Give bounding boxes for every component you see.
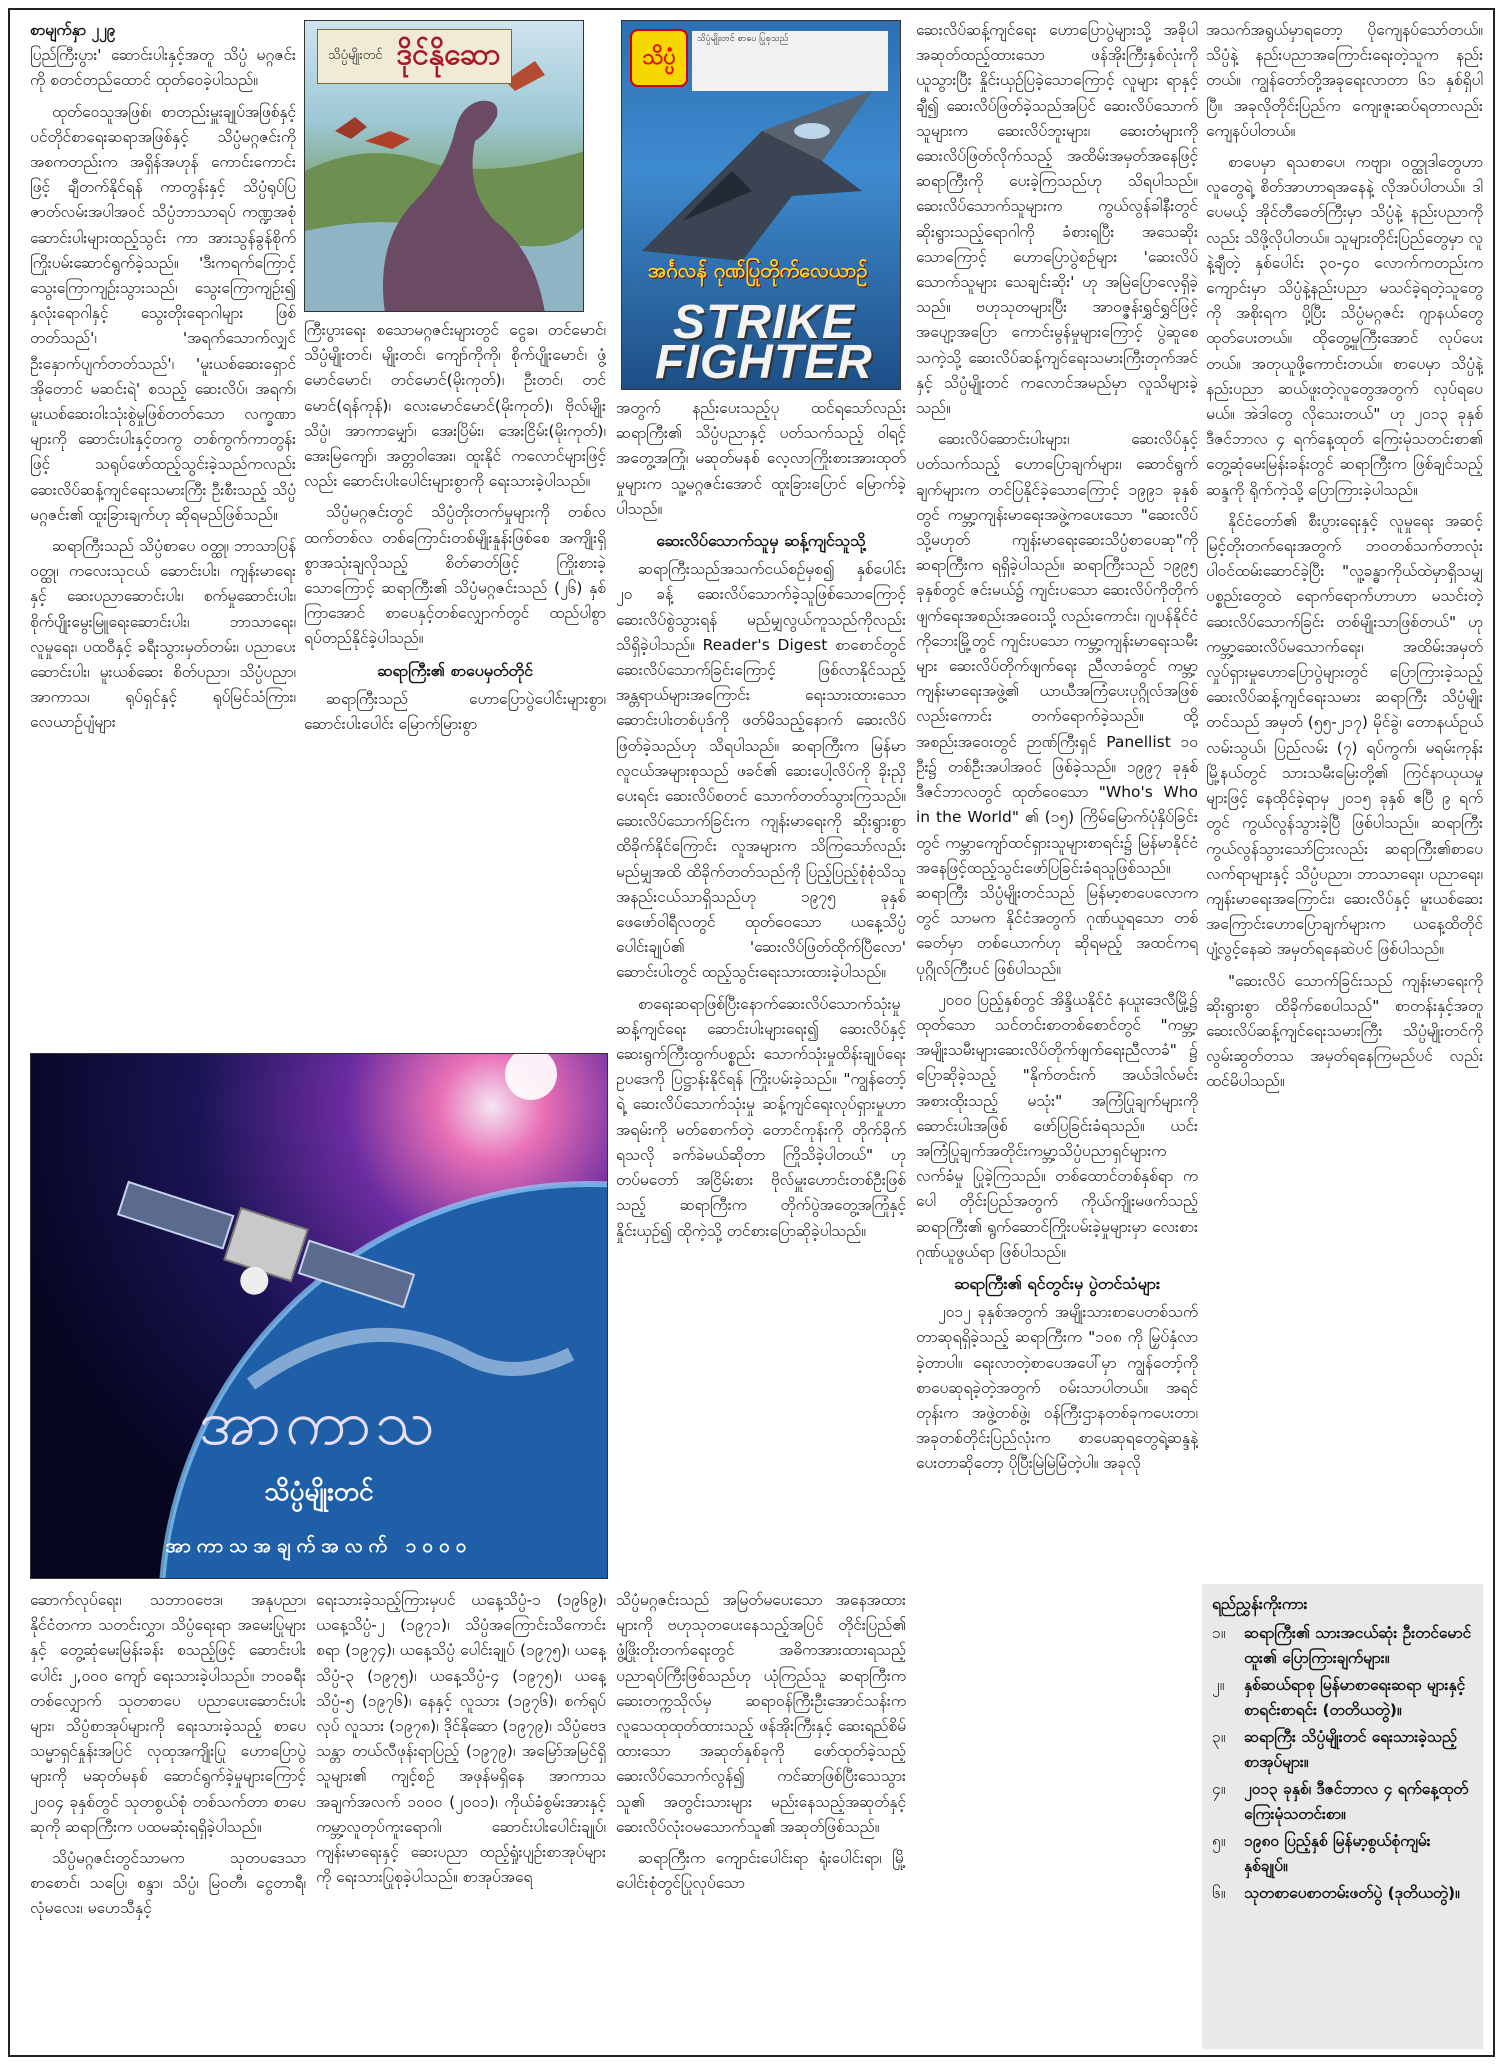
page-number: စာမျက်နှာ ၂၂၉ xyxy=(30,21,116,39)
references-title: ရည်ညွှန်းကိုးကား xyxy=(1212,1595,1308,1613)
reference-number: ၃။ xyxy=(1212,1728,1226,1746)
cover-subtitle: အင်္ဂလန် ဂုဏ်ပြုတိုက်လေယာဉ် xyxy=(648,258,868,282)
reference-text: နှစ်ဆယ်ရာစု မြန်မာစာရေးဆရာ များနှင့် စာရင်းစာရင်း (တတိယတွဲ)။ xyxy=(1244,1676,1466,1719)
paragraph: ကြီးပွားရေး စသောမဂ္ဂဇင်းများတွင် ငွေခ၊ တင်မောင်၊ သိပ္ပံမျိုးတင်၊ မျိုးတင်၊ ကျော်ကိုကို၊ စိုက်ပျိုးမောင်၊ ဖွံ့မောင်မောင်၊ တင်မောင်(မိုးကုတ်)၊ ဦးတင်၊ တင်မောင်(ရန်ကုန်)၊ လေးမောင်မောင်(မိုးကုတ်)၊ ဗိုလ်မျိုးသိပ္ပံ၊ အာကာမျှော်၊ အေးပြိမ်း၊ အေးငြိမ်း(မိုးကုတ်)၊ အေးမြကျော်၊ အတ္တဝါအေး၊ ထူးနိုင် ကလောင်များဖြင့်လည်း ဆောင်းပါးပေါင်းများစွာကို ရေးသားခဲ့ပါသည်။ xyxy=(304,321,606,491)
paragraph: သိပ္ပံမဂ္ဂဇင်းတွင်သာမက သုတပဒေသာစာစောင်၊ သပြေ၊ စန္ဒာ၊ သိပ္ပံ၊ မြဝတီ၊ ငွေတာရီ၊ လုံမလေး၊ မဟေသီနှင့် xyxy=(30,1849,306,1918)
references-box xyxy=(1202,1584,1483,2049)
paragraph: စာရေးဆရာဖြစ်ပြီးနောက်ဆေးလိပ်သောက်သုံးမှုဆန့်ကျင်ရေး ဆောင်းပါးများရေး၍ ဆေးလိပ်နှင့် ဆေးရွက်ကြီးထွက်ပစ္စည်း သောက်သုံးမှုထိန်းချုပ်ရေးဥပဒေကို ပြဋ္ဌာန်းနိုင်ရန် ကြိုးပမ်းခဲ့သည်။ "ကျွန်တော့်ရဲ့ ဆေးလိပ်သောက်သုံးမှု ဆန့်ကျင်ရေးလုပ်ရှားမှုဟာ အရမ်းကို မတ်စောက်တဲ့ တောင်ကုန်းကို တိုက်ခိုက်ရသလို ခက်ခဲမယ်ဆိုတာ ကြိုသိခဲ့ပါတယ်" ဟု တပ်မတော် အငြိမ်းစား ဗိုလ်မှူးဟောင်းတစ်ဦးဖြစ်သည့် ဆရာကြီးက တိုက်ပွဲအတွေ့အကြုံနှင့် နှိုင်းယှဉ်၍ ထိုကဲ့သို့ တင်စားပြောဆိုခဲ့ပါသည်။ xyxy=(616,994,906,1240)
column-1-top xyxy=(30,18,296,1048)
reference-item xyxy=(1212,1673,1473,1723)
reference-item xyxy=(1212,1621,1473,1671)
reference-text: ၂၀၁၃ ခုနှစ်၊ ဒီဇင်ဘာလ ၄ ရက်နေ့ထုတ် ကြေးမုံသတင်းစာ။ xyxy=(1244,1780,1469,1823)
reference-text: ၁၉၈၀ ပြည့်နှစ် မြန်မာ့စွယ်စုံကျမ်းနှစ်ချုပ်။ xyxy=(1244,1832,1431,1875)
column-4 xyxy=(916,18,1198,2048)
paragraph: ဆရာကြီးသည်အသက်ငယ်စဉ်မှစ၍ နှစ်ပေါင်း ၂၀ ခန့် ဆေးလိပ်သောက်ခဲ့သူဖြစ်သောကြောင့် ဆေးလိပ်စွဲသွားရန် မည်မျှလွယ်ကူသည်ကိုလည်း သိရှိခဲ့ပါသည်။ Reader's Digest စာစောင်တွင် ဆေးလိပ်သောက်ခြင်းကြောင့် ဖြစ်လာနိုင်သည့် အန္တရာယ်များအကြောင်း ရေးသားထားသော ဆောင်းပါးတစ်ပုဒ်ကို ဖတ်မိသည့်နောက် ဆေးလိပ်ဖြတ်ခဲ့သည်ဟု သိရပါသည်။ ဆရာကြီးက မြန်မာလူငယ်အများစုသည် ဖခင်၏ ဆေးပေါ့လိပ်ကို ခိုးညှိပေးရင်း ဆေးလိပ်စတင် သောက်တတ်သွားကြသည်။ ဆေးလိပ်သောက်ခြင်းက ကျန်းမာရေးကို ဆိုးရွားစွာ ထိခိုက်နိုင်ကြောင်း လူအများက သိကြသော်လည်း မည်မျှအထိ ထိခိုက်တတ်သည်ကို ပြည့်ပြည့်စုံစုံသိသူ အနည်းငယ်သာရှိသည်ဟု ၁၉၇၅ ခုနှစ် ဖေဖော်ဝါရီလတွင် ထုတ်ဝေသော ယနေ့သိပ္ပံပေါင်းချုပ်၏ 'ဆေးလိပ်ဖြတ်ထိုက်ပြီလော' ဆောင်းပါးတွင် ထည့်သွင်းရေးသားထားခဲ့ပါသည်။ xyxy=(616,560,906,982)
cover-series: အာကာသအချက်အလက် ၁၀၀၀ xyxy=(165,1535,473,1557)
reference-number: ၄။ xyxy=(1212,1780,1226,1798)
reference-text: သုတစာပေစာတမ်းဖတ်ပွဲ (ဒုတိယတွဲ)။ xyxy=(1244,1884,1460,1902)
cover-title-line-1: STRIKE xyxy=(672,296,855,349)
reference-number: ၆။ xyxy=(1212,1884,1226,1902)
paragraph: နိုင်ငံတော်၏ စီးပွားရေးနှင့် လူမှုရေး အဆင့်မြင့်တိုးတက်ရေးအတွက် ဘဝတစ်သက်တာလုံး ပါဝင်ထမ်းဆောင်ခဲ့ပြီး "လူ့ခန္ဓာကိုယ်ထဲမှာရှိသမျှ ပစ္စည်းတွေထဲ ရောက်ရောက်ဟာဟာ မသင်းတဲ့ဆေးလိပ်သောက်ခြင်း တစ်မျိုးသာဖြစ်တယ်" ဟု ကမ္ဘာ့ဆေးလိပ်မသောက်ရေး၊ အထိမ်းအမှတ်လှုပ်ရှားမှုဟောပြောပွဲများတွင် ပြောကြားခဲ့သည့် ဆေးလိပ်ဆန့်ကျင်ရေးသမား ဆရာကြီး သိပ္ပံမျိုးတင်သည် အမှတ် (၅၅-၂၁၇) မိုင်ခွဲ၊ တောနယ်ဥယ်လမ်းသွယ်၊ ပြည်လမ်း (၇) ရပ်ကွက်၊ မရမ်းကုန်းမြို့နယ်တွင် သားသမီးမြေးတို့၏ ကြင်နာယုယမှုများဖြင့် နေထိုင်ခဲ့ရာမှ ၂၀၁၅ ခုနှစ် ဧပြီ ၉ ရက်တွင် ကွယ်လွန်သွားခဲ့ပြီ ဖြစ်ပါသည်။ ဆရာကြီးကွယ်လွန်သွားသော်ငြားလည်း ဆရာကြီး၏စာပေလက်ရာများနှင့် သိပ္ပံပညာ၊ ဘာသာရေး၊ ပညာရေး၊ ကျန်းမာရေးအကြောင်း၊ ဆေးလိပ်နှင့် မူးယစ်ဆေးအကြောင်းဟောပြောချက်များက ယနေ့ထိတိုင် ပျံ့လွင့်နေဆဲ အမှတ်ရနေဆဲပင် ဖြစ်ပါသည်။ xyxy=(1206,511,1483,959)
book-cover-strike-fighter xyxy=(621,20,901,390)
cover-credits: သိပ္ပံမျိုးတင် စာပေ ပြုစုသည် xyxy=(692,31,888,91)
section-heading: ဆရာကြီး၏ စာပေမှတ်တိုင် xyxy=(376,660,534,680)
reference-text: ဆရာကြီး သိပ္ပံမျိုးတင် ရေးသားခဲ့သည့် စာအုပ်များ။ xyxy=(1244,1728,1457,1771)
paragraph: "ဆေးလိပ် သောက်ခြင်းသည် ကျန်းမာရေးကို ဆိုးရွားစွာ ထိခိုက်စေပါသည်" စာတန်းနှင့်အတူ ဆေးလိပ်ဆန့်ကျင်ရေးသမားကြီး သိပ္ပံမျိုးတင်ကို လွမ်းဆွတ်တသ အမှတ်ရနေကြမည်ပင် လည်း ထင်မိပါသည်။ xyxy=(1206,971,1483,1091)
paragraph: ဆရာကြီးသည် ဟောပြောပွဲပေါင်းများစွာ၊ ဆောင်းပါးပေါင်း မြောက်မြားစွာ xyxy=(304,689,606,734)
paragraph: ၂၀၀၀ ပြည့်နှစ်တွင် အိန္ဒိယနိုင်ငံ နယူးဒေလီမြို့၌ ထုတ်သော သင်တင်းစာတစ်စောင်တွင် "ကမ္ဘာ့အမျိုးသမီးများဆေးလိပ်တိုက်ဖျက်ရေးညီလာခံ" ၌ ပြောဆိုခဲ့သည့် "နိုက်တင်းက် အယ်ဒါလ်မင်း အစားထိုးသည့် မသုံး" အကြံပြုချက်များကို ဆောင်းပါးအဖြစ် ဖော်ပြခြင်းခံရသည်။ ယင်းအကြံပြုချက်အတိုင်းကမ္ဘာ့သိပ္ပံပညာရှင်များက လက်ခံမှု ပြုခဲ့ကြသည်။ တစ်ထောင်တစ်နှစ်ရာ ကပေါ တိုင်းပြည်အတွက် ကိုယ်ကျိုးမဖက်သည့် ဆရာကြီး၏ ရွက်ဆောင်ကြိုးပမ်းခဲ့မှုများမှာ လေးစားဂုဏ်ယူဖွယ်ရာ ဖြစ်ပါသည်။ xyxy=(916,990,1198,1261)
cover-title: ဒိုင်နိုဆော xyxy=(396,37,501,72)
reference-number: ၅။ xyxy=(1212,1832,1226,1850)
column-3-bottom xyxy=(616,1588,906,2046)
reference-number: ၁။ xyxy=(1212,1624,1226,1642)
column-3 xyxy=(616,396,906,1576)
book-cover-space xyxy=(30,1053,608,1579)
reference-item xyxy=(1212,1725,1473,1775)
reference-number: ၂။ xyxy=(1212,1676,1225,1694)
paragraph: သိပ္ပံမဂ္ဂဇင်းသည် အမြတ်မပေးသော အနေအထားများကို ဗဟုသုတပေးနေသည့်အပြင် တိုင်းပြည်၏ ဖွံ့ဖြိုးတိုးတက်ရေးတွင် အဓိကအားထားရသည့် ပညာရပ်ကြီးဖြစ်သည်ဟု ယုံကြည်သူ ဆရာကြီးက ဆေးတက္ကသိုလ်မှ ဆရာဝန်ကြီးဦးအောင်သန်းက လူသေထုထုတ်ထားသည့် ဖန်အိုးကြီးနှင့် ဆေးရည်စိမ်ထားသော အဆုတ်နှစ်ခုကို ဖော်ထုတ်ခဲ့သည့် ဆေးလိပ်သောက်လွန်၍ ကင်ဆာဖြစ်ပြီးသေသွားသူ၏ အတွင်းသားများ မည်းနေသည့်အဆုတ်နှင့် ဆေးလိပ်လုံးဝမသောက်သူ၏ အဆုတ်ဖြစ်သည်။ xyxy=(616,1591,906,1836)
column-1-bottom xyxy=(30,1588,306,2046)
reference-item xyxy=(1212,1829,1473,1879)
reference-item xyxy=(1212,1881,1473,1906)
paragraph: ဆေးလိပ်ဆန့်ကျင်ရေး ဟောပြောပွဲများသို့ အခိုပါ အဆုတ်ထည့်ထားသော ဖန်အိုးကြီးနှစ်လုံးကို ယူသွားပြီး နှိုင်းယှဉ်ပြခဲ့သောကြောင့် လူများ ရာနှင့်ချီ၍ ဆေးလိပ်ဖြတ်ခဲ့သည်အပြင် ဆေးလိပ်သောက်သူများက ဆေးလိပ်ဘူးများ၊ ဆေးတံများကို ဆေးလိပ်ဖြတ်လိုက်သည့် အထိမ်းအမှတ်အနေဖြင့် ဆရာကြီးကို ပေးခဲ့ကြသည်ဟု သိရပါသည်။ ဆေးလိပ်သောက်သူများက ကွယ်လွန်ခါနီးတွင် ဆိုးရွားသည့်ရောဂါကို ခံစားရပြီး အသေဆိုးသောကြောင့် ဟောပြောပွဲစဉ်များ 'ဆေးလိပ်သောက်သူများ သေချင်းဆိုး' ဟု အမြဲပြောလေ့ရှိခဲ့သည်။ ဗဟုသုတများပြီး အာဝဇ္ဇန်းရွှင်ရွှင်ဖြင့် အပျော့အပြော ကောင်းမွန်မှုများကြောင့် ပွဲဆူစေသကဲ့သို့ ဆေးလိပ်ဆန့်ကျင်ရေးသမားကြီးတုက်အင်နှင့် သိပ္ပံမျိုးတင် ကလောင်အမည်မှာ လူသိများခဲ့သည်။ xyxy=(916,21,1198,418)
cover-title xyxy=(644,296,884,389)
book-cover-dinosaur xyxy=(304,20,584,312)
reference-text: ဆရာကြီး၏ သားအငယ်ဆုံး ဦးတင်မောင်ထူး၏ ပြောကြားချက်များ။ xyxy=(1244,1624,1472,1667)
cover-author: သိပ္ပံမျိုးတင် xyxy=(264,1477,374,1507)
paragraph: အတွက် နည်းပေးသည့်ပု ထင်ရသော်လည်း ဆရာကြီး၏ သိပ္ပံပညာနှင့် ပတ်သက်သည့် ဝါရင့်အတွေ့အကြုံ၊ မဆုတ်မနစ် လေ့လာကြိုးစားအားထုတ်မှုများက သူ့မဂ္ဂဇင်းအောင် ထူးခြားပြောင် မြောက်ခဲ့ပါသည်။ xyxy=(616,399,906,518)
cover-title: အာကာသ xyxy=(198,1386,440,1459)
column-2-mid xyxy=(304,318,606,1046)
references-list xyxy=(1212,1621,1473,1906)
magazine-badge: သိပ္ပံ xyxy=(630,29,688,87)
paragraph: စာပေမှာ ရသစာပေ၊ ကဗျာ၊ ဝတ္ထုဒါတွေဟာ လူတွေရဲ့ စိတ်အာဟာရအနေနဲ့ လိုအပ်ပါတယ်။ ဒါပေမယ့် အိုင်တီခေတ်ကြီးမှာ သိပ္ပံနဲ့ နည်းပညာကိုလည်း သိဖို့လိုပါတယ်။ သူများတိုင်းပြည်တွေမှာ လူနဲ့ချီတဲ့ နှစ်ပေါင်း ၃၀-၄၀ လောက်ကတည်းက ကျောင်းမှာ သိပ္ပံနဲ့နည်းပညာ မသင်ခဲ့ရတဲ့သူတွေကို အစိုးရက ပို့ပြီး သိပ္ပံမဂ္ဂဇင်း ဂျာနယ်တွေ ထုတ်ပေးတယ်။ ထိုတွေ့မှုကြီးအောင် လုပ်ပေးတယ်။ အတုယူဖို့ကောင်းတယ်။ စာပေမှာ သိပ္ပံနဲ့ နည်းပညာ ဆယ်ဖူးတဲ့လူတွေအတွက် လုပ်ရပေမယ်။ အဲဒါတွေ လိုသေးတယ်" ဟု ၂၀၁၃ ခုနှစ် ဒီဇင်ဘာလ ၄ ရက်နေ့ထုတ် ကြေးမုံသတင်းစာ၏ တွေ့ဆုံမေးမြန်းခန်းတွင် ဆရာကြီးက ဖြစ်ချင်သည့်ဆန္ဒကို ရိုက်ကဲ့သို့ ပြောကြားခဲ့ပါသည်။ xyxy=(1206,153,1483,499)
cover-title-line-2: FIGHTER xyxy=(655,336,873,389)
paragraph: ပြည်ကြီးပွား' ဆောင်းပါးနှင့်အတူ သိပ္ပံ မဂ္ဂဇင်းကို စတင်တည်ထောင် ထုတ်ဝေခဲ့ပါသည်။ xyxy=(30,46,296,90)
column-2-bottom xyxy=(316,1588,606,2046)
paragraph: ဆေးလိပ်ဆောင်းပါးများ၊ ဆေးလိပ်နှင့် ပတ်သက်သည့် ဟောပြောချက်များ၊ ဆောင်ရွက်ချက်များက တင်ပြနိုင်ခဲ့သောကြောင့် ၁၉၉၁ ခုနှစ်တွင် ကမ္ဘာ့ကျန်းမာရေးအဖွဲ့ကပေးသော "ဆေးလိပ်သို့မဟုတ် ကျန်းမာရေးဆေးသိပ္ပံစာပေဆု"ကို ဆရာကြီးက ရရှိခဲ့ပါသည်။ ဆရာကြီးသည် ၁၉၉၅ ခုနှစ်တွင် ဇင်းမယ်၌ ကျင်းပသော ဆေးလိပ်ကိုတိုက်ဖျက်ရေးအစည်းအဝေးသို့ လည်းကောင်း၊ ဂျပန်နိုင်ငံ ကိုဘေးမြို့တွင် ကျင်းပသော ကမ္ဘာ့ကျန်းမာရေးသမီးများ ဆေးလိပ်တိုက်ဖျက်ရေး ညီလာခံတွင် ကမ္ဘာ့ကျန်းမာရေးအဖွဲ့၏ ယာယီအကြံပေးပုဂ္ဂိုလ်အဖြစ် လည်းကောင်း တက်ရောက်ခဲ့သည်။ ထို့အစည်းအဝေးတွင် ဉာဏ်ကြီးရှင် Panellist ၁၀ ဦး၌ တစ်ဦးအပါအဝင် ဖြစ်ခဲ့သည်။ ၁၉၉၇ ခုနှစ် ဒီဇင်ဘာလတွင် ထုတ်ဝေသော "Who's Who in the World" ၏ (၁၅) ကြိမ်မြောက်ပုံနှိပ်ခြင်းတွင် ကမ္ဘာကျော်ထင်ရှားသူများစာရင်း၌ မြန်မာနိုင်ငံအနေဖြင့်ထည့်သွင်းဖော်ပြခြင်းခံရသူဖြစ်သည်။ ဆရာကြီး သိပ္ပံမျိုးတင်သည် မြန်မာ့စာပေလောကတွင် သာမက နိုင်ငံအတွက် ဂုဏ်ယူရသော တစ်ခေတ်မှာ တစ်ယောက်ဟု ဆိုရမည့် အထင်ကရ ပုဂ္ဂိုလ်ကြီးပင် ဖြစ်ပါသည်။ xyxy=(916,430,1198,978)
cover-title-box xyxy=(317,29,512,84)
section-heading: ဆရာကြီး၏ ရင်တွင်းမှ ပွဲတင်သံများ xyxy=(953,1273,1161,1293)
paragraph: ဆောက်လုပ်ရေး၊ သဘာဝဗေဒ၊ အနုပညာ၊ နိုင်ငံတကာ သတင်းလွှာ၊ သိပ္ပံရေးရာ အမေးပြုများနှင့် တွေ့ဆုံမေးမြန်းခန်း စသည့်ဖြင့် ဆောင်းပါးပေါင်း ၂,၀၀၀ ကျော် ရေးသားခဲ့ပါသည်။ ဘဝခရီးတစ်လျှောက် သုတစာပေ ပညာပေးဆောင်းပါးများ၊ သိပ္ပံစာအုပ်များကို ရေးသားခဲ့သည့် စာပေသမ္မာရှင်နှုန်းအပြင် လုထုအကျိုးပြု ဟောပြောပွဲများကို မဆုတ်မနစ် ဆောင်ရွက်ခဲ့မှုများကြောင့် ၂၀၀၄ ခုနှစ်တွင် သုတစွယ်စုံ တစ်သက်တာ စာပေဆုကို ဆရာကြီးက ပထမဆုံးရရှိခဲ့ပါသည်။ xyxy=(30,1591,306,1836)
paragraph: ဆရာကြီးသည် သိပ္ပံစာပေ ဝတ္ထု၊ ဘာသာပြန်ဝတ္ထု၊ ကလေးသုငယ် ဆောင်းပါး၊ ကျန်းမာရေးနှင့် ဆေးပညာဆောင်းပါး၊ စက်မှုဆောင်းပါး၊ စိုက်ပျိုးမွေးမြူရေးဆောင်းပါး၊ ဘာသာရေး၊ လူမှုရေး၊ ပထဝီနှင့် ခရီးသွားမှတ်တမ်း၊ ပညာပေးဆောင်းပါး၊ မူးယစ်ဆေး စိတ်ပညာ၊ သိပ္ပံပညာ၊ အာကာသ၊ ရုပ်ရှင်နှင့် ရုပ်မြင်သံကြား၊ လေယာဉ်ပျံများ xyxy=(30,537,296,732)
section-heading: ဆေးလိပ်သောက်သူမှ ဆန့်ကျင်သူသို့ xyxy=(656,531,866,551)
column-5 xyxy=(1206,18,1483,1576)
paragraph: အသက်အရွယ်မှာရတော့ ပိုကျေနပ်သော်တယ်။ သိပ္ပံနဲ့ နည်းပညာအကြောင်းရေးတဲ့သူက နည်းတယ်။ ကျွန်တော်တို့အခုရေးလာတာ ၆၁ နှစ်ရှိပါပြီ။ အခုလိုတိုင်းပြည်က ကျေးဇူးဆပ်ရတာလည်း ကျေနပ်ပါတယ်။ xyxy=(1206,21,1483,140)
paragraph: ၂၀၁၂ ခုနှစ်အတွက် အမျိုးသားစာပေတစ်သက်တာဆုရရှိခဲ့သည့် ဆရာကြီးက "၁၀၈ ကို မြှပ်နှံလာခဲ့တာပါ။ ရေးလာတဲ့စာပေအပေါ်မှာ ကျွန်တော့်ကို စာပေဆုရခဲ့တဲ့အတွက် ဝမ်းသာပါတယ်။ အရင်တုန်းက အဖွဲ့တစ်ဖွဲ့၊ ဝန်ကြီးဌာနတစ်ခုကပေးတာ၊ အခုတစ်တိုင်းပြည်လုံးက စာပေဆုရတွေရဲ့ဆန္ဒနဲ့ ပေးတာဆိုတော့ ပိုပြီးမြဲမြဲမြံတဲ့ပါ။ အခုလို xyxy=(916,1303,1198,1473)
cover-author: သိပ္ပံမျိုးတင် xyxy=(328,48,383,63)
reference-item xyxy=(1212,1777,1473,1827)
paragraph: သိပ္ပံမဂ္ဂဇင်းတွင် သိပ္ပံတိုးတက်မှုများကို တစ်လထက်တစ်လ တစ်ကြောင်းတစ်မျိုးနှုန်းဖြစ်စေ အကျိုးရှိစွာအသုံးချလိုသည့် စိတ်ဓာတ်ဖြင့် ကြိုးစားခဲ့သောကြောင့် ဆရာကြီး၏ သိပ္ပံမဂ္ဂဇင်းသည် (၂၆) နှစ်ကြာအောင် စာပေနှင့်တစ်လျှောက်တွင် ထည်ပါစွာ ရပ်တည်နိုင်ခဲ့ပါသည်။ xyxy=(304,503,606,648)
paragraph: ရေးသားခဲ့သည့်ကြားမှပင် ယနေ့သိပ္ပံ-၁ (၁၉၆၉)၊ ယနေ့သိပ္ပံ-၂ (၁၉၇၁)၊ သိပ္ပံအကြောင်းသိကောင်းစရာ (၁၉၇၄)၊ ယနေ့သိပ္ပံ ပေါင်းချုပ် (၁၉၇၅)၊ ယနေ့သိပ္ပံ-၃ (၁၉၇၅)၊ ယနေ့သိပ္ပံ-၄ (၁၉၇၅)၊ ယနေ့သိပ္ပံ-၅ (၁၉၇၆)၊ နေနှင့် လူသား (၁၉၇၆)၊ စက်ရုပ်လုပ် လူသား (၁၉၇၈)၊ ဒိုင်နိုဆော (၁၉၇၉)၊ သိပ္ပံဗေဒသန္တာ တယ်လီဖုန်းရာပြည့် (၁၉၇၉)၊ အမြော်အမြင်ရှိသူများ၏ ကျင့်စဉ် အဖုန်မရှိနေ အာကာသ အချက်အလက် ၁၀၀၀ (၂၀၀၁)၊ ကိုယ်ခံစွမ်းအားနှင့် ကမ္ဘာ့လူတုပ်ကူးရောဂါ၊ ဆောင်းပါးပေါင်းချုပ်၊ ကျန်းမာရေးနှင့် ဆေးပညာ ထည့်ရှုံးပျဉ်းစာအုပ်များကို ရေးသားပြုစုခဲ့ပါသည်။ စာအုပ်အရေ xyxy=(316,1591,606,1887)
paragraph: ဆရာကြီးက ကျောင်းပေါင်းရာ ရုံးပေါင်းရာ၊ မြို့ပေါင်းစုံတွင်ပြုလုပ်သော xyxy=(616,1849,906,1893)
paragraph: ထုတ်ဝေသူအဖြစ်၊ စာတည်းမှူးချုပ်အဖြစ်နှင့် ပင်တိုင်စာရေးဆရာအဖြစ်နှင့် သိပ္ပံမဂ္ဂဇင်းကို အစကတည်းက အရှိန်အဟုန် ကောင်းကောင်းဖြင့် ချီတက်နိုင်ရန် ကာတွန်းနှင့် သိပ္ပံရုပ်ပြဇာတ်လမ်းအပါအဝင် သိပ္ပံဘာသာရပ် ကဏ္ဍအစုံဆောင်းပါးများထည့်သွင်း ကာ အားသွန်ခွန်စိုက် ကြိုးပမ်းဆောင်ရွက်ခဲ့သည်။ 'ဒီးကရက်ကြောင့် သွေးကြောကျဉ်းသွားသည်၊ သွေးကြောကျဉ်း၍ နှလုံးရောဂါနှင့် သွေးတိုးရောဂါများ ဖြစ်တတ်သည်'၊ 'အရက်သောက်လျှင် ဦးနှောက်ပျက်တတ်သည်'၊ 'မူးယစ်ဆေးရှောင် အိုတောင် မဆင်းရဲ' စသည့် ဆေးလိပ်၊ အရက်၊ မူးယစ်ဆေးဝါးသုံးစွဲမှုဖြစ်တတ်သော လက္ခဏာများကို ဆောင်းပါးနှင့်တကွ တစ်ကွက်ကာတွန်းဖြင့် သရုပ်ဖော်ထည့်သွင်းခဲ့သည်ကလည်း ဆေးလိပ်ဆန့်ကျင်ရေးသမားကြီး ဦးစီးသည့် သိပ္ပံမဂ္ဂဇင်း၏ ထူးခြားချက်ဟု ဆိုရမည်ဖြစ်သည်။ xyxy=(30,102,296,524)
